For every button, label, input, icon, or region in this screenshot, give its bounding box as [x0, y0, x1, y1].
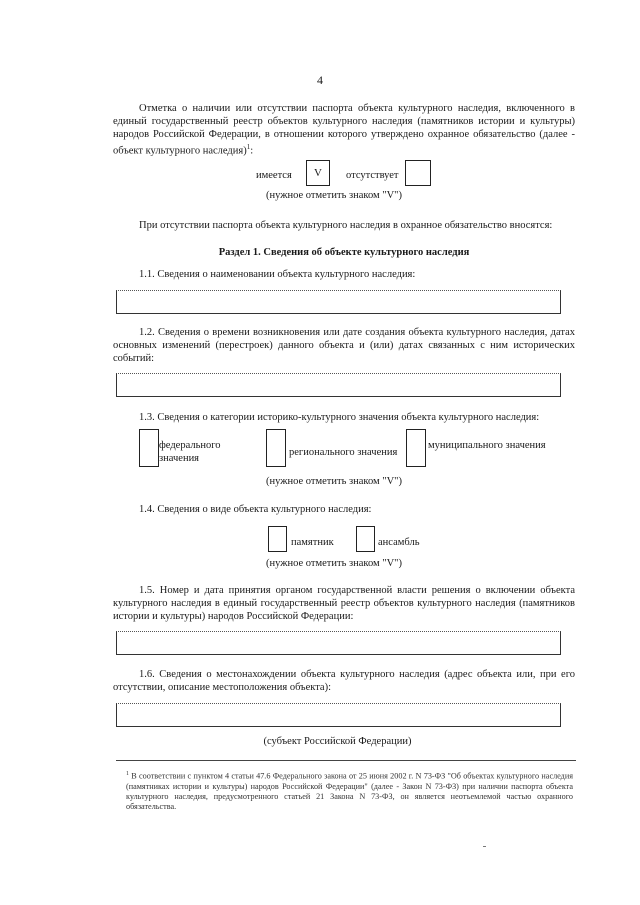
ensemble-label: ансамбль [378, 537, 420, 548]
monument-label: памятник [291, 537, 334, 548]
regional-checkbox[interactable] [266, 429, 286, 467]
municipal-label: муниципального значения [428, 440, 546, 451]
absent-label: отсутствует [346, 170, 399, 181]
scan-speck [483, 846, 486, 847]
item-1-5: 1.5. Номер и дата принятия органом государственной власти решения о включении объекта культурного наследия в единый государственный реестр объектов культурного наследия (памятников истории и культуры) народов Российской Федерации: [113, 585, 575, 622]
regional-label: регионального значения [289, 447, 398, 458]
absence-note: При отсутствии паспорта объекта культурного наследия в охранное обязательство вносятся: [139, 220, 553, 231]
section-1-title: Раздел 1. Сведения об объекте культурного наследия [218, 247, 470, 258]
item-1-2: 1.2. Сведения о времени возникновения или дате создания объекта культурного наследия, датах основных изменений (перестроек) данного объекта и (или) датах связанных с ним исторических событий: [113, 327, 575, 364]
intro-text: Отметка о наличии или отсутствии паспорта объекта культурного наследия, включенного в единый государственный реестр объектов культурного наследия (памятников истории и культуры) народов Российской Федерации, в отношении которого утверждено охранное обязательство (далее - объект культурного наследия) [113, 103, 575, 157]
passport-note: (нужное отметить знаком "V") [266, 190, 402, 201]
location-field[interactable] [116, 703, 561, 727]
monument-checkbox[interactable] [268, 526, 287, 552]
federal-label: федерального значения [159, 440, 221, 464]
footnote-text: В соответствии с пунктом 4 статьи 47.6 Федерального закона от 25 июня 2002 г. N 73-ФЗ "Об объектах культурного наследия (памятниках истории и культуры) народов Российской Федерации" (далее - Закон N 73-ФЗ) при наличии паспорта объекта культурного наследия, предусмотренного статьей 21 Закона N 73-ФЗ, он является неотъемлемой частью охранного обязательства. [126, 771, 573, 811]
present-checkmark: V [314, 166, 322, 179]
category-note: (нужное отметить знаком "V") [266, 476, 402, 487]
ensemble-checkbox[interactable] [356, 526, 375, 552]
federal-checkbox[interactable] [139, 429, 159, 467]
footnote [126, 769, 573, 812]
municipal-checkbox[interactable] [406, 429, 426, 467]
name-field[interactable] [116, 290, 561, 314]
absent-checkbox[interactable] [405, 160, 431, 186]
present-label: имеется [256, 170, 292, 181]
footnote-ref[interactable]: 1 [246, 143, 251, 151]
dates-field[interactable] [116, 373, 561, 397]
decision-field[interactable] [116, 631, 561, 655]
footnote-marker: 1 [126, 771, 129, 777]
item-1-3: 1.3. Сведения о категории историко-культурного значения объекта культурного наследия: [139, 412, 540, 423]
item-1-1: 1.1. Сведения о наименовании объекта культурного наследия: [139, 269, 416, 280]
subject-caption: (субъект Российской Федерации) [263, 736, 412, 747]
intro-suffix: : [250, 145, 254, 157]
item-1-6: 1.6. Сведения о местонахождении объекта культурного наследия (адрес объекта или, при его отсутствии, описание местоположения объекта): [113, 669, 575, 693]
page-number: 4 [317, 73, 323, 87]
footnote-divider [116, 760, 576, 761]
present-checkbox[interactable] [306, 160, 330, 186]
intro-paragraph [113, 102, 575, 158]
item-1-4: 1.4. Сведения о виде объекта культурного наследия: [139, 504, 372, 515]
kind-note: (нужное отметить знаком "V") [266, 558, 402, 569]
